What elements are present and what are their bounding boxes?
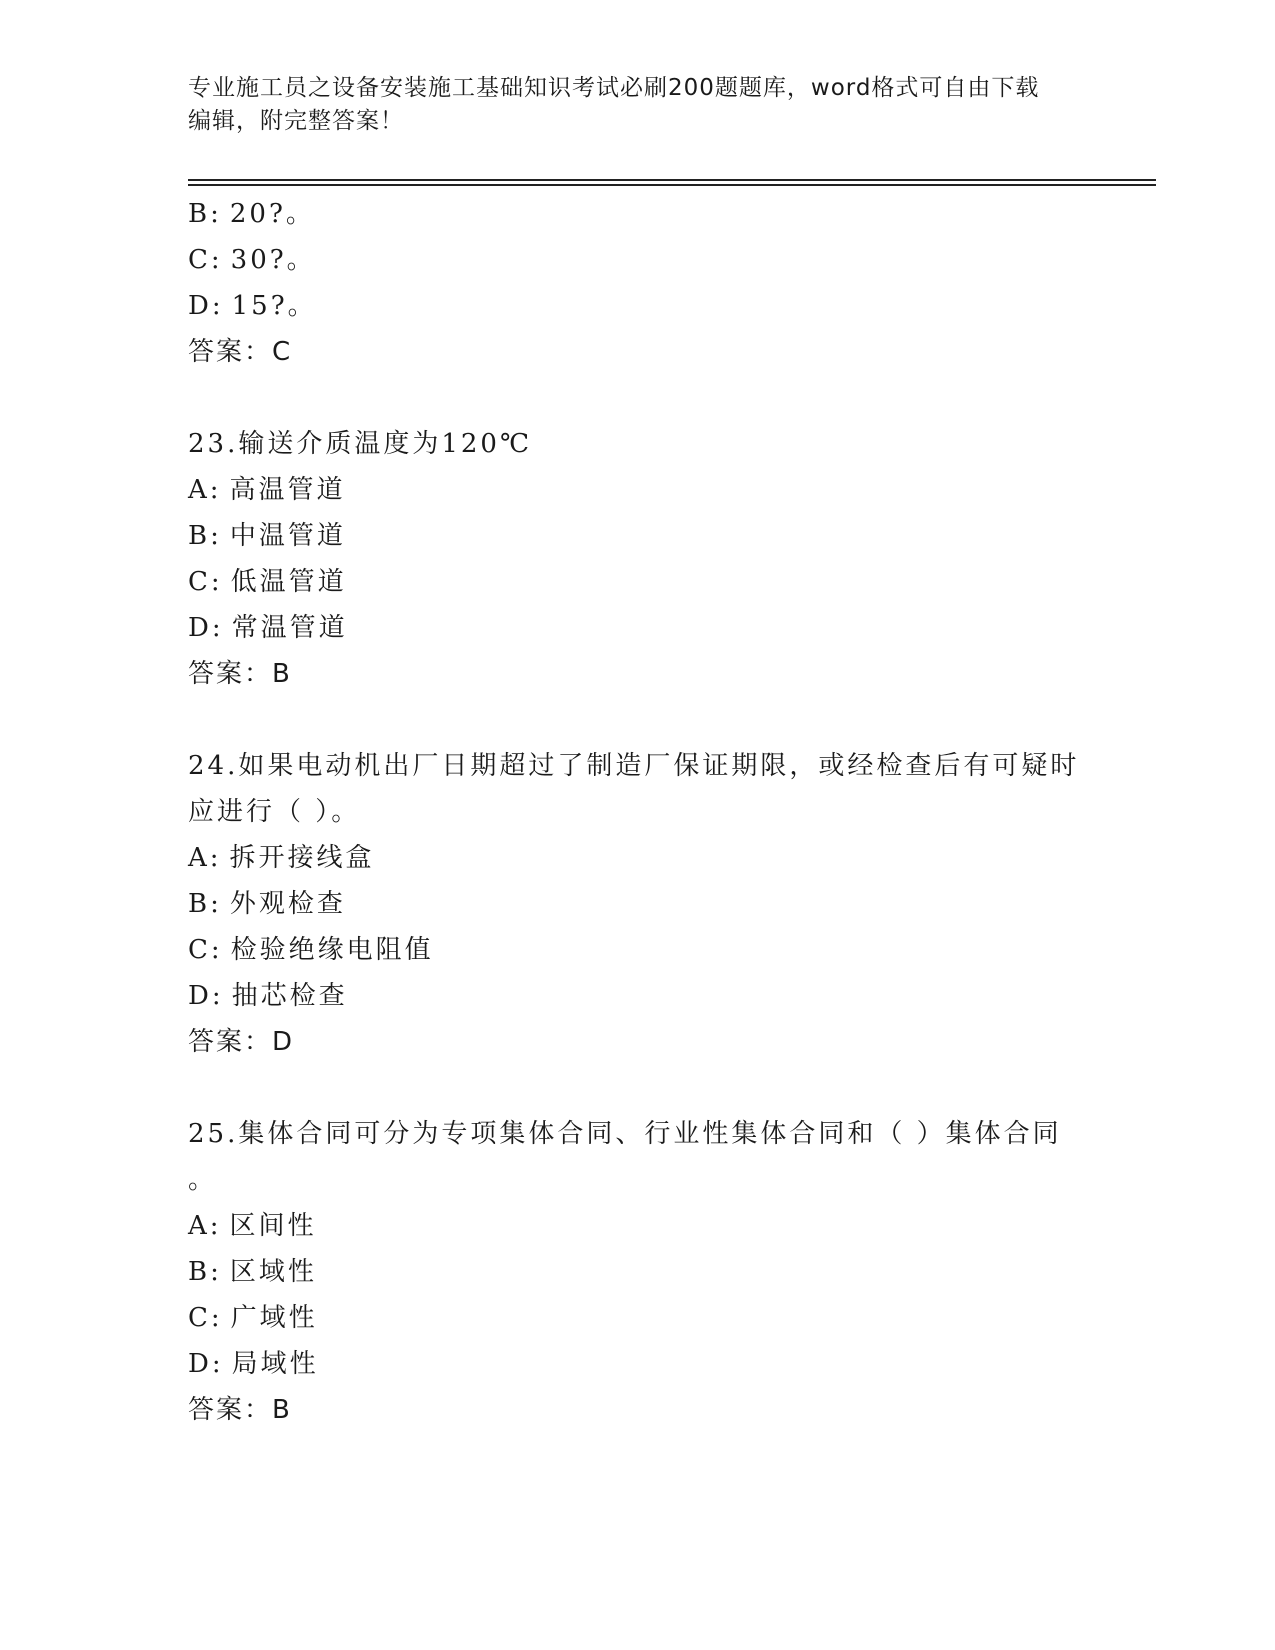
option-letter: C:: [188, 567, 223, 597]
option-c: [188, 559, 1148, 605]
header-line-1: 专业施工员之设备安装施工基础知识考试必刷200题题库，word格式可自由下载: [188, 75, 1040, 101]
option-letter: A:: [188, 843, 222, 873]
option-text: 中温管道: [229, 521, 346, 551]
option-a: [188, 1203, 1148, 1249]
option-letter: B:: [188, 199, 222, 229]
header-divider-top: [188, 179, 1156, 181]
option-letter: A:: [188, 1211, 222, 1241]
question-22: [188, 191, 1148, 375]
option-b: [188, 191, 1148, 237]
question-25: [188, 1111, 1148, 1433]
option-d: [188, 1341, 1148, 1387]
option-letter: A:: [188, 475, 222, 505]
option-text: 高温管道: [229, 475, 346, 505]
option-text: 检验绝缘电阻值: [230, 935, 434, 965]
question-23: [188, 421, 1148, 697]
question-text-line-1: 24.如果电动机出厂日期超过了制造厂保证期限，或经检查后有可疑时: [188, 751, 1080, 781]
answer-line: 答案：D: [188, 1027, 295, 1057]
option-a: [188, 467, 1148, 513]
option-c: [188, 927, 1148, 973]
option-a: [188, 835, 1148, 881]
option-text: 低温管道: [230, 567, 347, 597]
document-header: [188, 72, 1088, 138]
option-b: [188, 881, 1148, 927]
option-d: [188, 605, 1148, 651]
option-c: [188, 1295, 1148, 1341]
answer-line: 答案：C: [188, 337, 293, 367]
question-list: [188, 191, 1148, 1433]
question-text-line-2: 。: [188, 1165, 218, 1195]
option-letter: C:: [188, 935, 223, 965]
option-c: [188, 237, 1148, 283]
option-text: 外观检查: [229, 889, 346, 919]
option-letter: D:: [188, 981, 224, 1011]
spacer: [188, 697, 1148, 743]
answer-line: 答案：B: [188, 1395, 292, 1425]
option-letter: B:: [188, 521, 222, 551]
option-letter: D:: [188, 291, 224, 321]
option-text: 局域性: [231, 1349, 319, 1379]
option-text: 20?。: [229, 199, 315, 229]
option-d: [188, 283, 1148, 329]
option-b: [188, 513, 1148, 559]
option-text: 区域性: [229, 1257, 317, 1287]
option-text: 15?。: [231, 291, 317, 321]
question-text-line-1: 25.集体合同可分为专项集体合同、行业性集体合同和（ ）集体合同: [188, 1119, 1062, 1149]
spacer: [188, 375, 1148, 421]
option-text: 抽芯检查: [231, 981, 348, 1011]
option-letter: C:: [188, 245, 223, 275]
header-divider-bottom: [188, 184, 1156, 186]
option-text: 拆开接线盒: [229, 843, 375, 873]
option-text: 常温管道: [231, 613, 348, 643]
option-letter: B:: [188, 1257, 222, 1287]
option-text: 广域性: [230, 1303, 318, 1333]
option-d: [188, 973, 1148, 1019]
option-text: 30?。: [230, 245, 316, 275]
option-letter: D:: [188, 1349, 224, 1379]
option-letter: C:: [188, 1303, 223, 1333]
option-b: [188, 1249, 1148, 1295]
header-line-2: 编辑，附完整答案！: [188, 108, 404, 134]
answer-line: 答案：B: [188, 659, 292, 689]
question-text: 23.输送介质温度为120℃: [188, 429, 533, 459]
question-text-line-2: 应进行（ ）。: [188, 797, 361, 827]
option-letter: B:: [188, 889, 222, 919]
option-letter: D:: [188, 613, 224, 643]
question-24: [188, 743, 1148, 1065]
spacer: [188, 1065, 1148, 1111]
option-text: 区间性: [229, 1211, 317, 1241]
